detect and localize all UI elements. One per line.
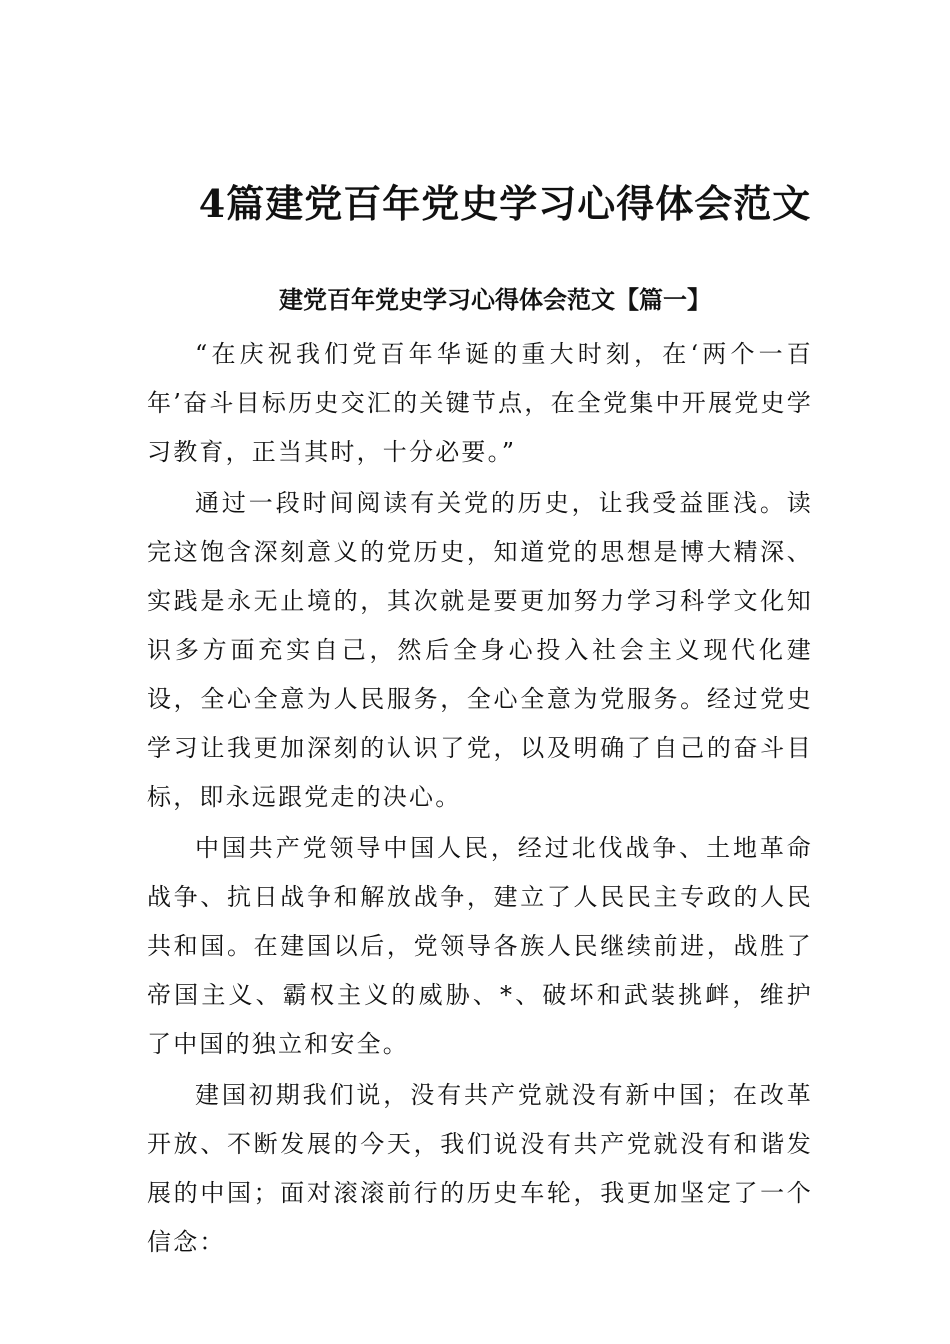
document-body <box>147 330 813 1269</box>
paragraph-1: “在庆祝我们党百年华诞的重大时刻，在‘两个一百年’奋斗目标历史交汇的关键节点，在全党集中开展党史学习教育，正当其时，十分必要。” <box>147 340 813 466</box>
document-title: 4篇建党百年党史学习心得体会范文 <box>198 181 812 226</box>
section-title: 建党百年党史学习心得体会范文【篇一】 <box>279 285 711 314</box>
paragraph-2: 通过一段时间阅读有关党的历史，让我受益匪浅。读完这饱含深刻意义的党历史，知道党的思想是博大精深、实践是永无止境的，其次就是要更加努力学习科学文化知识多方面充实自己，然后全身心投入社会主义现代化建设，全心全意为人民服务，全心全意为党服务。经过党史学习让我更加深刻的认识了党，以及明确了自己的奋斗目标，即永远跟党走的决心。 <box>147 489 813 811</box>
paragraph-4: 建国初期我们说，没有共产党就没有新中国；在改革开放、不断发展的今天，我们说没有共产党就没有和谐发展的中国；面对滚滚前行的历史车轮，我更加坚定了一个信念： <box>147 1081 813 1256</box>
paragraph-3: 中国共产党领导中国人民，经过北伐战争、土地革命战争、抗日战争和解放战争，建立了人民民主专政的人民共和国。在建国以后，党领导各族人民继续前进，战胜了帝国主义、霸权主义的威胁、*、破坏和武装挑衅，维护了中国的独立和安全。 <box>147 834 813 1058</box>
